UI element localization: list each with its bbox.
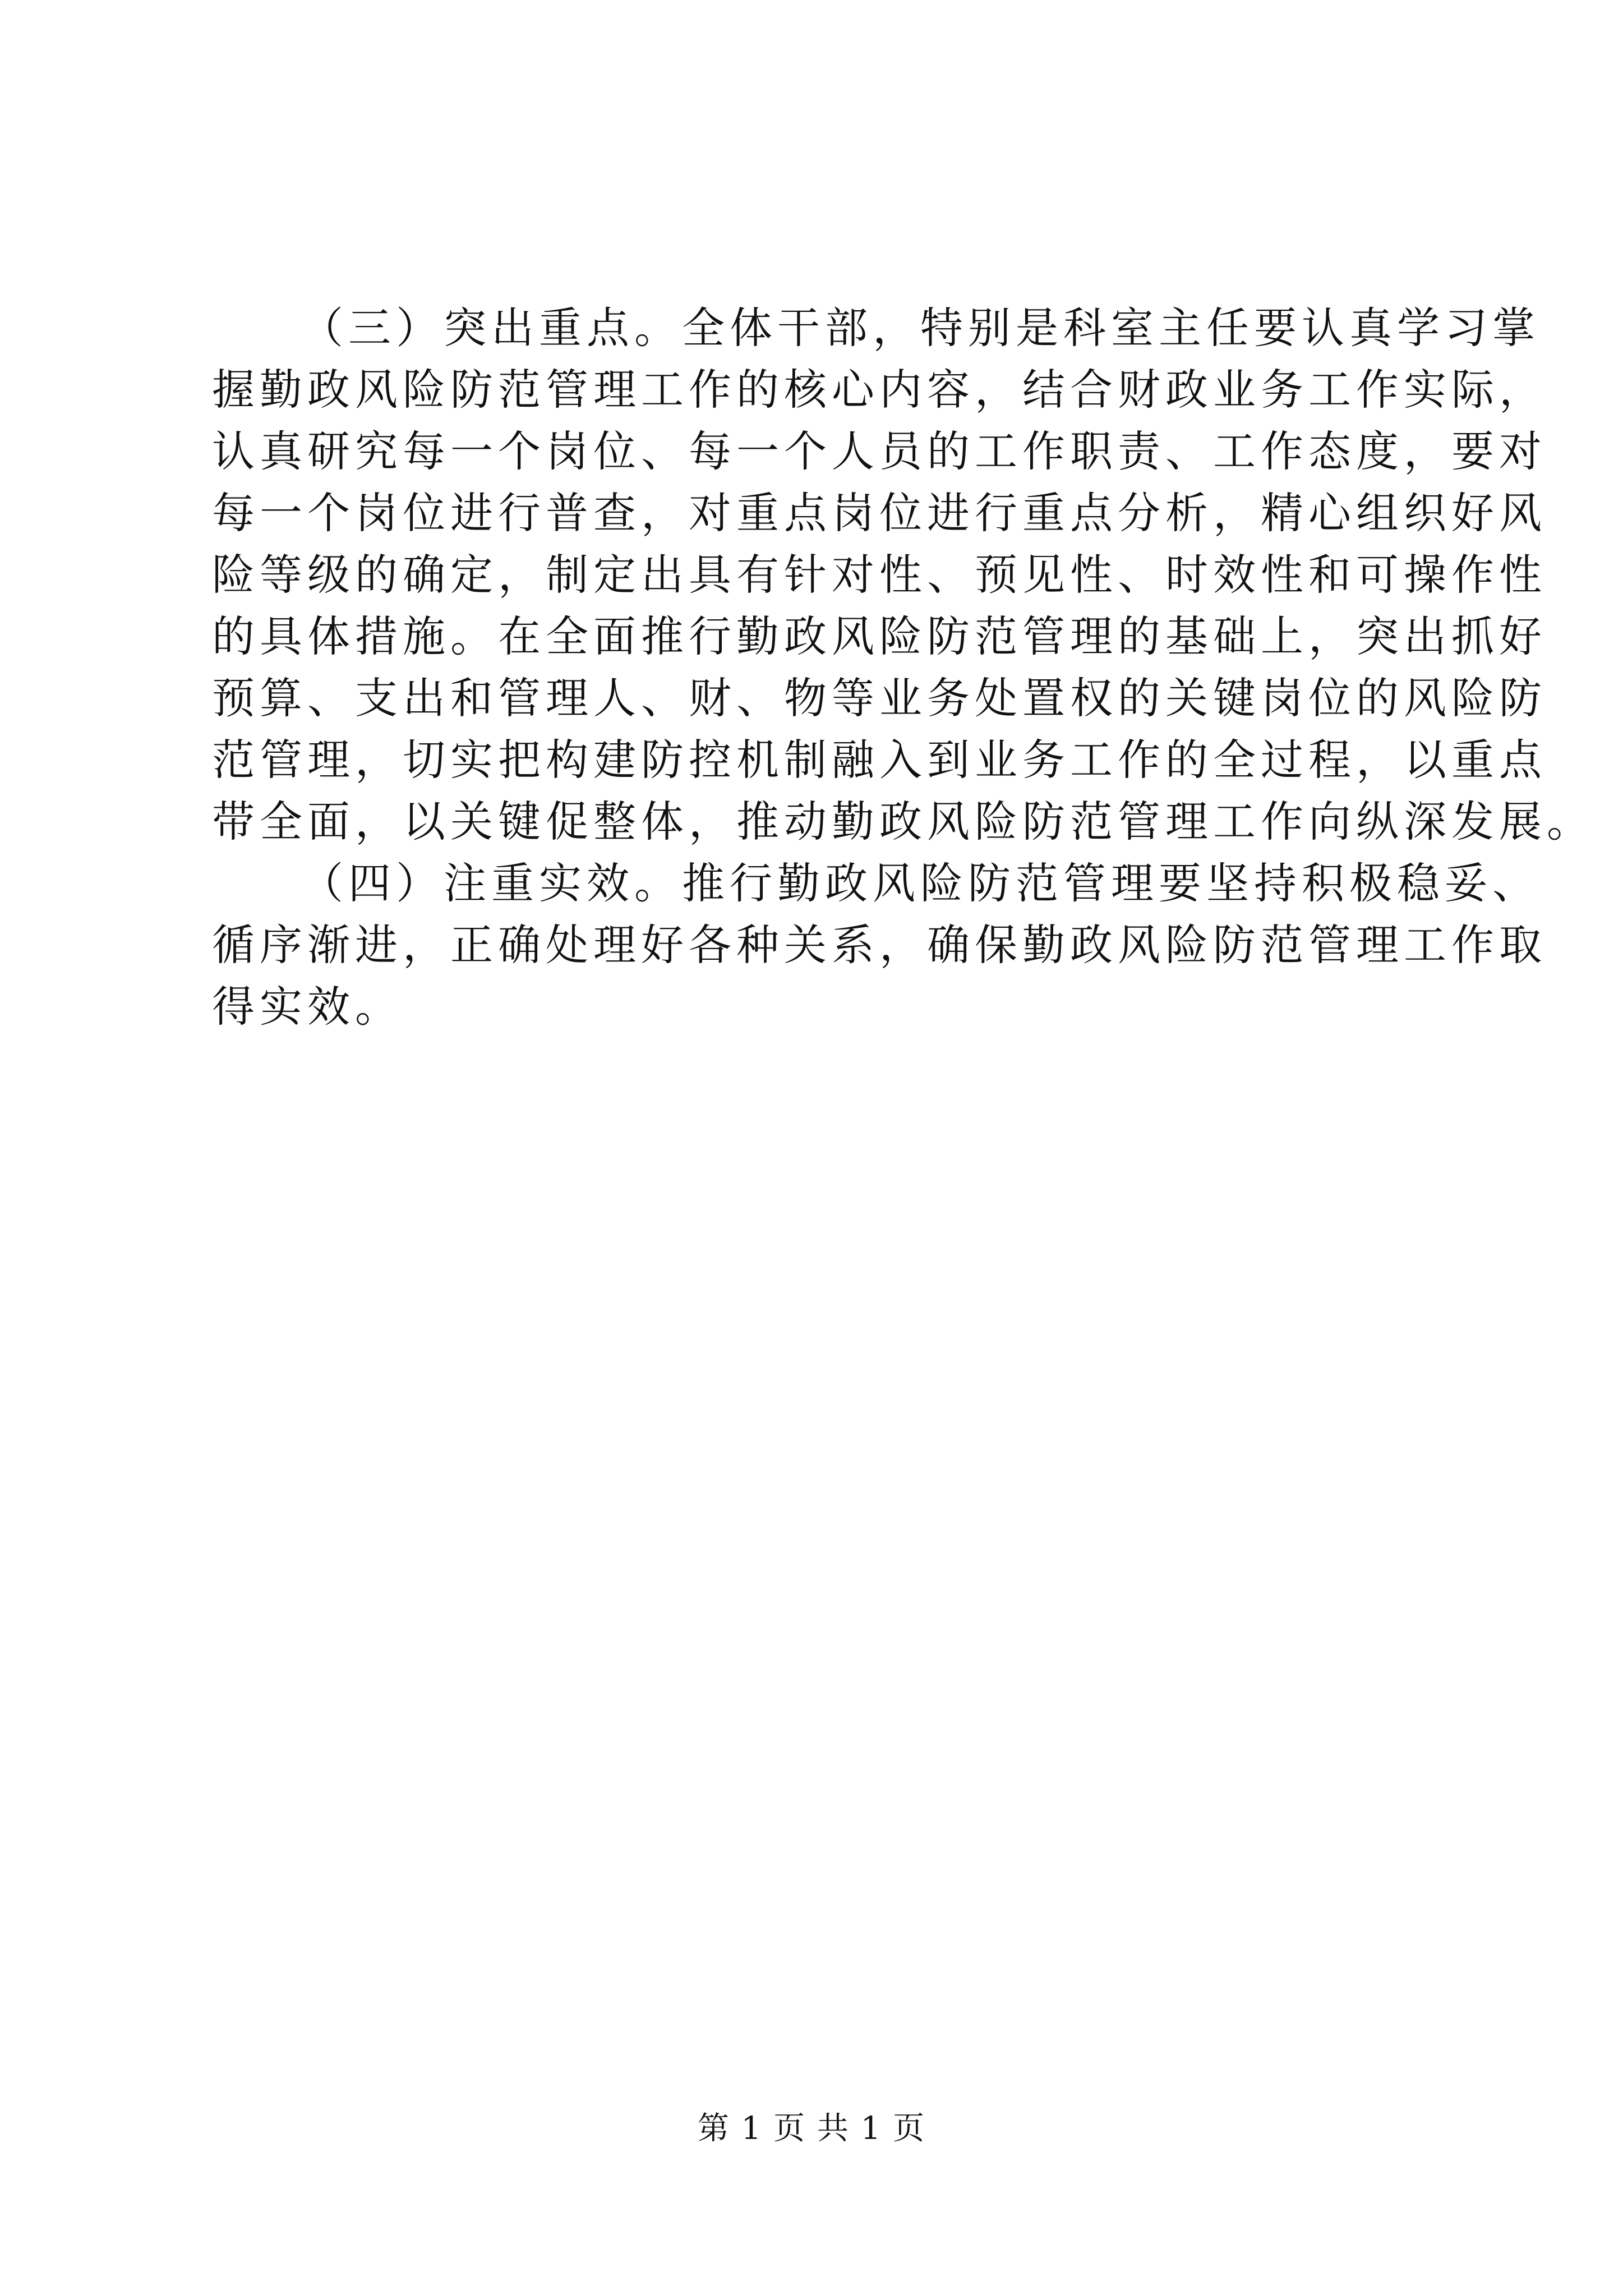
paragraph-3: [212, 297, 1594, 853]
paragraph-line: 每一个岗位进行普查，对重点岗位进行重点分析，精心组织好风: [212, 488, 1547, 538]
paragraph-line: 的具体措施。在全面推行勤政风险防范管理的基础上，突出抓好: [212, 611, 1547, 661]
paragraph-line: 认真研究每一个岗位、每一个人员的工作职责、工作态度，要对: [212, 426, 1547, 476]
paragraph-4: [212, 853, 1547, 1038]
paragraph-line: 循序渐进，正确处理好各种关系，确保勤政风险防范管理工作取: [212, 920, 1547, 970]
paragraph-line: 得实效。: [212, 982, 403, 1032]
paragraph-line: 预算、支出和管理人、财、物等业务处置权的关键岗位的风险防: [212, 673, 1547, 723]
paragraph-line: 范管理，切实把构建防控机制融入到业务工作的全过程，以重点: [212, 735, 1547, 785]
document-body: [212, 297, 1594, 1038]
paragraph-line: 带全面，以关键促整体，推动勤政风险防范管理工作向纵深发展。: [212, 797, 1594, 846]
paragraph-line: （三）突出重点。全体干部，特别是科室主任要认真学习掌: [301, 303, 1540, 353]
page-number-label: 第 1 页 共 1 页: [697, 2110, 926, 2147]
paragraph-line: 握勤政风险防范管理工作的核心内容，结合财政业务工作实际，: [212, 365, 1547, 415]
paragraph-line: （四）注重实效。推行勤政风险防范管理要坚持积极稳妥、: [301, 858, 1540, 908]
paragraph-line: 险等级的确定，制定出具有针对性、预见性、时效性和可操作性: [212, 550, 1547, 600]
page-footer: [0, 2109, 1623, 2148]
